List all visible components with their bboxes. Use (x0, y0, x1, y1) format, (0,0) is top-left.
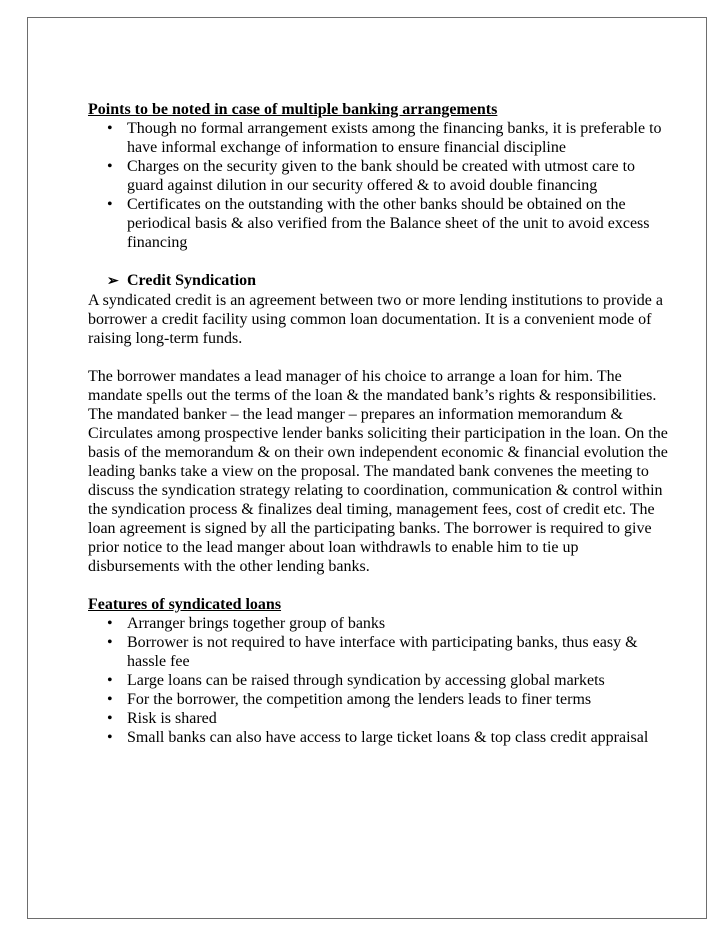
page-content (88, 100, 674, 747)
subheading-label: Credit Syndication (127, 272, 257, 289)
spacer (88, 576, 674, 595)
section-heading-multiple-banking: Points to be noted in case of multiple banking arrangements (88, 101, 498, 118)
document-page (27, 17, 707, 919)
list-item: • Arranger brings together group of banks (88, 614, 674, 633)
section-heading-features: Features of syndicated loans (88, 596, 282, 613)
list-item: • Risk is shared (88, 709, 674, 728)
spacer (88, 252, 674, 271)
paragraph: A syndicated credit is an agreement between two or more lending institutions to provide a borrower a credit facility using common loan documentation. It is a convenient mode of raising long-term funds. (88, 292, 663, 347)
list-item: • Large loans can be raised through syndication by accessing global markets (88, 671, 674, 690)
list-item: • Certificates on the outstanding with the other banks should be obtained on the periodical basis & also verified from the Balance sheet of the unit to avoid excess financing (88, 195, 674, 252)
list-item: • Charges on the security given to the bank should be created with utmost care to guard against dilution in our security offered & to avoid double financing (88, 157, 674, 195)
spacer (88, 348, 674, 367)
list-item: • For the borrower, the competition among the lenders leads to finer terms (88, 690, 674, 709)
features-list (88, 614, 674, 747)
multiple-banking-list (88, 119, 674, 252)
list-item: • Borrower is not required to have interface with participating banks, thus easy & hassle fee (88, 633, 674, 671)
paragraph: The mandated banker – the lead manger – prepares an information memorandum & Circulates among prospective lender banks soliciting their participation in the loan. On the basis of the memorandum & on their own independent economic & financial evolution the leading banks take a view on the proposal. The mandated bank convenes the meeting to discuss the syndication strategy relating to coordination, communication & control within the syndication process & finalizes deal timing, management fees, cost of credit etc. The loan agreement is signed by all the participating banks. The borrower is required to give prior notice to the lead manger about loan withdrawls to enable him to tie up disbursements with the other lending banks. (88, 406, 668, 575)
list-item: • Small banks can also have access to large ticket loans & top class credit appraisal (88, 728, 674, 747)
list-item: • Though no formal arrangement exists among the financing banks, it is preferable to have informal exchange of information to ensure financial discipline (88, 119, 674, 157)
subheading-credit-syndication (88, 271, 674, 291)
arrow-bullet-icon: ➢ (107, 274, 119, 289)
paragraph: The borrower mandates a lead manager of his choice to arrange a loan for him. The mandate spells out the terms of the loan & the mandated bank’s rights & responsibilities. (88, 368, 657, 404)
